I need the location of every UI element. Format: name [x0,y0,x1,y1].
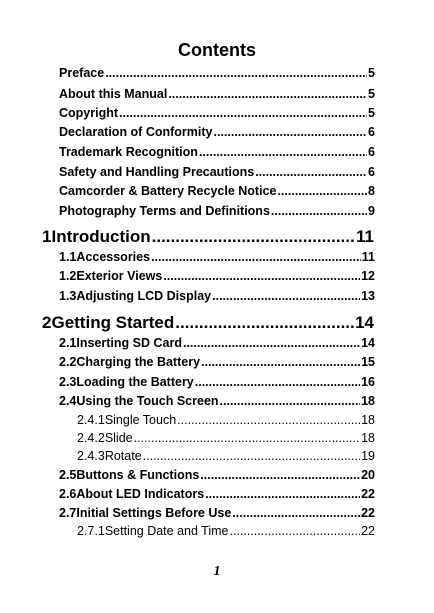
toc-entry-number: 1.1 [59,250,77,264]
toc-entry[interactable] [42,313,374,333]
toc-entry-page: 15 [361,355,375,369]
toc-entry-title: Trademark Recognition [59,145,198,159]
toc-entry-title: About LED Indicators [76,487,205,501]
dot-leader [168,87,367,101]
toc-entry-number: 1 [42,227,52,246]
toc-entry[interactable] [59,375,375,389]
toc-entry-page: 6 [368,165,375,179]
dot-leader [271,204,367,218]
dot-leader [277,184,367,198]
dot-leader [175,313,354,333]
toc-entry[interactable] [59,289,375,303]
toc-entry[interactable] [77,413,375,427]
dot-leader [163,269,360,283]
toc-entry-page: 18 [361,413,375,427]
dot-leader [205,487,360,501]
toc-entry[interactable] [77,431,375,445]
toc-entry-number: 1.3 [59,289,77,303]
toc-entry-page: 16 [361,375,375,389]
toc-entry[interactable] [59,355,375,369]
dot-leader [214,125,368,139]
toc-entry-page: 5 [368,66,375,80]
dot-leader [232,506,360,520]
toc-entry-number: 2.4.2 [77,431,105,445]
toc-entry-title: Declaration of Conformity [59,125,213,139]
toc-entry[interactable] [59,184,375,198]
dot-leader [143,449,360,463]
toc-entry-number: 2.1 [59,336,77,350]
toc-entry[interactable] [59,66,375,80]
dot-leader [230,524,361,538]
dot-leader [134,431,360,445]
dot-leader [201,355,360,369]
toc-entry-page: 5 [368,87,375,101]
dot-leader [199,145,367,159]
toc-entry[interactable] [59,125,375,139]
toc-entry-title: Initial Settings Before Use [76,506,232,520]
dot-leader [177,413,360,427]
toc-entry-title: Buttons & Functions [76,468,200,482]
dot-leader [183,336,360,350]
toc-entry-page: 11 [361,250,375,264]
dot-leader [119,106,367,120]
toc-entry-number: 2.4.1 [77,413,105,427]
toc-entry[interactable] [59,250,375,264]
toc-entry-page: 9 [368,204,375,218]
toc-entry-number: 2.7 [59,506,77,520]
toc-entry-page: 18 [361,431,375,445]
toc-entry[interactable] [59,204,375,218]
page-title: Contents [178,40,256,60]
dot-leader [200,468,360,482]
toc-entry[interactable] [42,227,374,247]
toc-entry-number: 2.5 [59,468,77,482]
toc-entry[interactable] [59,145,375,159]
toc-entry-title: Rotate [104,449,142,463]
toc-entry-page: 11 [356,227,374,246]
toc-entry[interactable] [59,336,375,350]
toc-entry-page: 8 [368,184,375,198]
dot-leader [212,289,360,303]
toc-entry-number: 2.2 [59,355,77,369]
toc-entry-number: 2 [42,313,52,332]
toc-entry[interactable] [59,506,375,520]
toc-entry-page: 14 [355,313,374,332]
toc-entry-number: 2.4.3 [77,449,105,463]
dot-leader [255,165,367,179]
toc-entry-title: Setting Date and Time [104,524,229,538]
toc-entry-title: Adjusting LCD Display [76,289,212,303]
toc-entry-title: Using the Touch Screen [76,394,219,408]
toc-entry-page: 5 [368,106,375,120]
toc-entry[interactable] [77,449,375,463]
toc-entry-title: Preface [59,66,105,80]
toc-entry[interactable] [59,87,375,101]
toc-entry-page: 6 [368,125,375,139]
toc-entry-title: Single Touch [104,413,177,427]
toc-entry[interactable] [59,394,375,408]
dot-leader [195,375,360,389]
toc-entry-title: Copyright [59,106,119,120]
toc-entry-title: About this Manual [59,87,168,101]
toc-entry[interactable] [59,106,375,120]
dot-leader [152,227,355,247]
toc-entry-page: 20 [361,468,375,482]
toc-entry[interactable] [59,269,375,283]
toc-entry-title: Inserting SD Card [76,336,182,350]
toc-entry[interactable] [77,524,375,538]
toc-entry-title: Slide [104,431,133,445]
dot-leader [220,394,361,408]
toc-entry-page: 22 [361,487,375,501]
toc-entry[interactable] [59,487,375,501]
dot-leader [105,66,367,80]
toc-entry-number: 2.4 [59,394,77,408]
toc-entry-title: Loading the Battery [76,375,194,389]
toc-entry-number: 2.6 [59,487,77,501]
toc-entry-title: Introduction [51,227,151,246]
toc-entry-page: 14 [361,336,375,350]
toc-entry-title: Accessories [76,250,151,264]
toc-entry-number: 2.7.1 [77,524,105,538]
toc-entry-title: Camcorder & Battery Recycle Notice [59,184,277,198]
toc-entry[interactable] [59,468,375,482]
toc-entry-title: Safety and Handling Precautions [59,165,255,179]
toc-entry-page: 22 [361,506,375,520]
toc-entry-title: Charging the Battery [76,355,201,369]
toc-entry-page: 6 [368,145,375,159]
dot-leader [151,250,361,264]
toc-entry[interactable] [59,165,375,179]
toc-entry-title: Getting Started [51,313,175,332]
toc-entry-page: 22 [361,524,375,538]
toc-entry-title: Photography Terms and Definitions [59,204,270,218]
toc-entry-number: 1.2 [59,269,77,283]
toc-entry-page: 18 [361,394,375,408]
toc-entry-title: Exterior Views [76,269,163,283]
page-number: 1 [213,564,221,579]
toc-entry-number: 2.3 [59,375,77,389]
toc-entry-page: 13 [361,289,375,303]
toc-entry-page: 19 [361,449,375,463]
toc-entry-page: 12 [361,269,375,283]
